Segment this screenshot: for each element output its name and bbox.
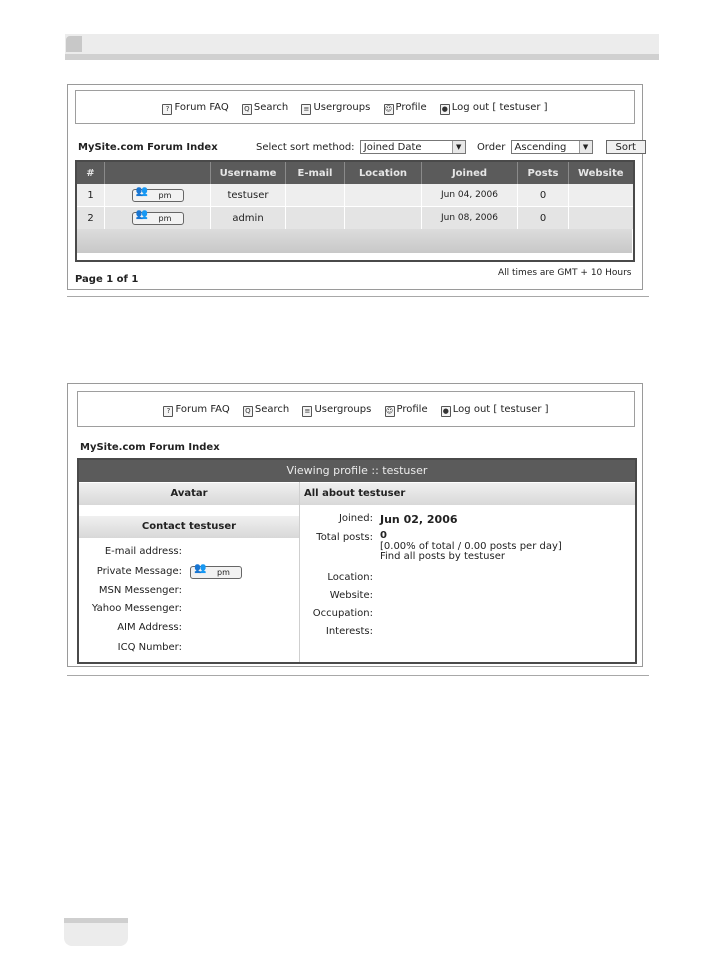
nav-usergroups[interactable]: [302, 404, 371, 417]
pm-button[interactable]: [132, 208, 184, 225]
row-website: [569, 207, 633, 230]
nav-logout[interactable]: [441, 404, 549, 417]
nav-usergroups-label: Usergroups: [314, 404, 372, 415]
search-icon: Q: [243, 406, 253, 417]
page-indicator: Page 1 of 1: [75, 274, 139, 285]
row-website: [569, 184, 633, 207]
nav-search[interactable]: [243, 404, 289, 417]
profile-icon: ☺: [385, 407, 394, 415]
forum-index-link[interactable]: MySite.com Forum Index: [78, 142, 218, 153]
divider: [67, 296, 649, 297]
row-email: [286, 207, 345, 230]
row-posts: 0: [518, 184, 569, 207]
pm-label: pm: [158, 190, 172, 200]
users-icon: 👥: [135, 185, 148, 197]
nav-logout-label: Log out [ testuser ]: [452, 404, 549, 415]
memberlist-screenshot: [67, 84, 643, 290]
icq-label: ICQ Number:: [117, 642, 182, 653]
email-label: E-mail address:: [104, 546, 182, 557]
page-footer-tab: [64, 918, 128, 946]
page-header-tab: [66, 36, 82, 52]
nav-usergroups-label: Usergroups: [313, 102, 371, 113]
sort-bar: [256, 140, 646, 154]
col-header-posts[interactable]: Posts: [518, 162, 569, 184]
members-table: [75, 160, 635, 262]
profile-screenshot: [67, 383, 643, 667]
interests-label: Interests:: [325, 626, 373, 637]
nav-profile[interactable]: [385, 404, 428, 417]
row-posts: 0: [518, 207, 569, 230]
order-label: Order: [476, 142, 506, 153]
pm-label: pm: [158, 213, 172, 223]
page-header-bar: [65, 34, 659, 54]
sort-method-select[interactable]: [360, 140, 466, 154]
row-username[interactable]: testuser: [211, 184, 286, 207]
row-pm-cell: [105, 184, 211, 207]
nav-box: [77, 391, 635, 427]
col-header-username[interactable]: Username: [211, 162, 286, 184]
website-label: Website:: [329, 590, 373, 601]
nav-search-label: Search: [253, 102, 289, 113]
profile-left-column: [79, 482, 300, 662]
row-email: [286, 184, 345, 207]
nav-faq-label: Forum FAQ: [175, 404, 230, 415]
about-header: All about testuser: [300, 483, 635, 505]
nav-box: [75, 90, 635, 124]
nav-profile-label: Profile: [395, 102, 427, 113]
table-row: [77, 184, 633, 207]
find-posts-link[interactable]: Find all posts by testuser: [380, 551, 505, 562]
nav-logout[interactable]: [440, 102, 548, 115]
row-joined: Jun 08, 2006: [422, 207, 518, 230]
posts-label: Total posts:: [316, 532, 373, 543]
location-label: Location:: [327, 572, 373, 583]
usergroups-icon: ≡: [301, 104, 311, 115]
posts-stats: [0.00% of total / 0.00 posts per day]: [380, 541, 562, 552]
users-icon: 👥: [194, 563, 207, 574]
nav-logout-label: Log out [ testuser ]: [451, 102, 548, 113]
nav-bar: [76, 102, 634, 115]
profile-panel: [77, 458, 637, 664]
profile-header: Viewing profile :: testuser: [79, 460, 635, 482]
forum-index-link[interactable]: MySite.com Forum Index: [80, 442, 220, 453]
row-location: [345, 207, 422, 230]
col-header-website[interactable]: Website: [569, 162, 633, 184]
pm-button-label: pm: [217, 568, 230, 577]
order-value: Ascending: [514, 142, 567, 153]
pm-button[interactable]: [132, 185, 184, 202]
col-header-email[interactable]: E-mail: [286, 162, 345, 184]
table-row: [77, 207, 633, 230]
faq-icon: ?: [163, 406, 173, 417]
table-footer-row: [77, 229, 633, 253]
joined-label: Joined:: [338, 513, 373, 524]
search-icon: Q: [242, 104, 252, 115]
nav-faq[interactable]: [162, 102, 228, 115]
nav-search[interactable]: [242, 102, 288, 115]
row-username[interactable]: admin: [211, 207, 286, 230]
col-header-num: #: [77, 162, 105, 184]
usergroups-icon: ≡: [302, 406, 312, 417]
chevron-down-icon: ▼: [452, 141, 465, 153]
users-icon: 👥: [135, 208, 148, 220]
nav-faq[interactable]: [163, 404, 229, 417]
row-location: [345, 184, 422, 207]
table-header-row: [77, 162, 633, 184]
nav-profile-label: Profile: [396, 404, 428, 415]
occupation-label: Occupation:: [312, 608, 373, 619]
row-pm-cell: [105, 207, 211, 230]
profile-pm-button[interactable]: [190, 563, 242, 579]
aim-label: AIM Address:: [117, 622, 182, 633]
profile-right-column: [300, 482, 635, 662]
table-footer-cell: [77, 229, 633, 253]
nav-search-label: Search: [254, 404, 290, 415]
sort-label: Select sort method:: [256, 142, 355, 153]
col-header-joined[interactable]: Joined: [422, 162, 518, 184]
order-select[interactable]: [511, 140, 593, 154]
timezone-note: All times are GMT + 10 Hours: [498, 268, 632, 278]
row-joined: Jun 04, 2006: [422, 184, 518, 207]
col-header-pm: [105, 162, 211, 184]
nav-bar: [78, 404, 634, 417]
posts-value: 0: [380, 530, 387, 541]
chevron-down-icon: ▼: [579, 141, 592, 153]
joined-value: Jun 02, 2006: [380, 513, 458, 526]
msn-label: MSN Messenger:: [98, 585, 182, 596]
contact-header: Contact testuser: [79, 516, 299, 538]
sort-button[interactable]: Sort: [606, 140, 646, 154]
nav-usergroups[interactable]: [301, 102, 370, 115]
faq-icon: ?: [162, 104, 172, 115]
logout-icon: ●: [442, 407, 449, 415]
row-num: 1: [77, 184, 105, 207]
sort-method-value: Joined Date: [363, 142, 422, 153]
yahoo-label: Yahoo Messenger:: [91, 603, 182, 614]
pm-label: Private Message:: [96, 566, 182, 577]
avatar-header: Avatar: [79, 483, 299, 505]
logout-icon: ●: [441, 105, 448, 113]
page-header-rule: [65, 54, 659, 60]
profile-icon: ☺: [384, 105, 393, 113]
nav-profile[interactable]: [384, 102, 427, 115]
divider: [67, 675, 649, 676]
nav-faq-label: Forum FAQ: [174, 102, 229, 113]
col-header-location[interactable]: Location: [345, 162, 422, 184]
row-num: 2: [77, 207, 105, 230]
